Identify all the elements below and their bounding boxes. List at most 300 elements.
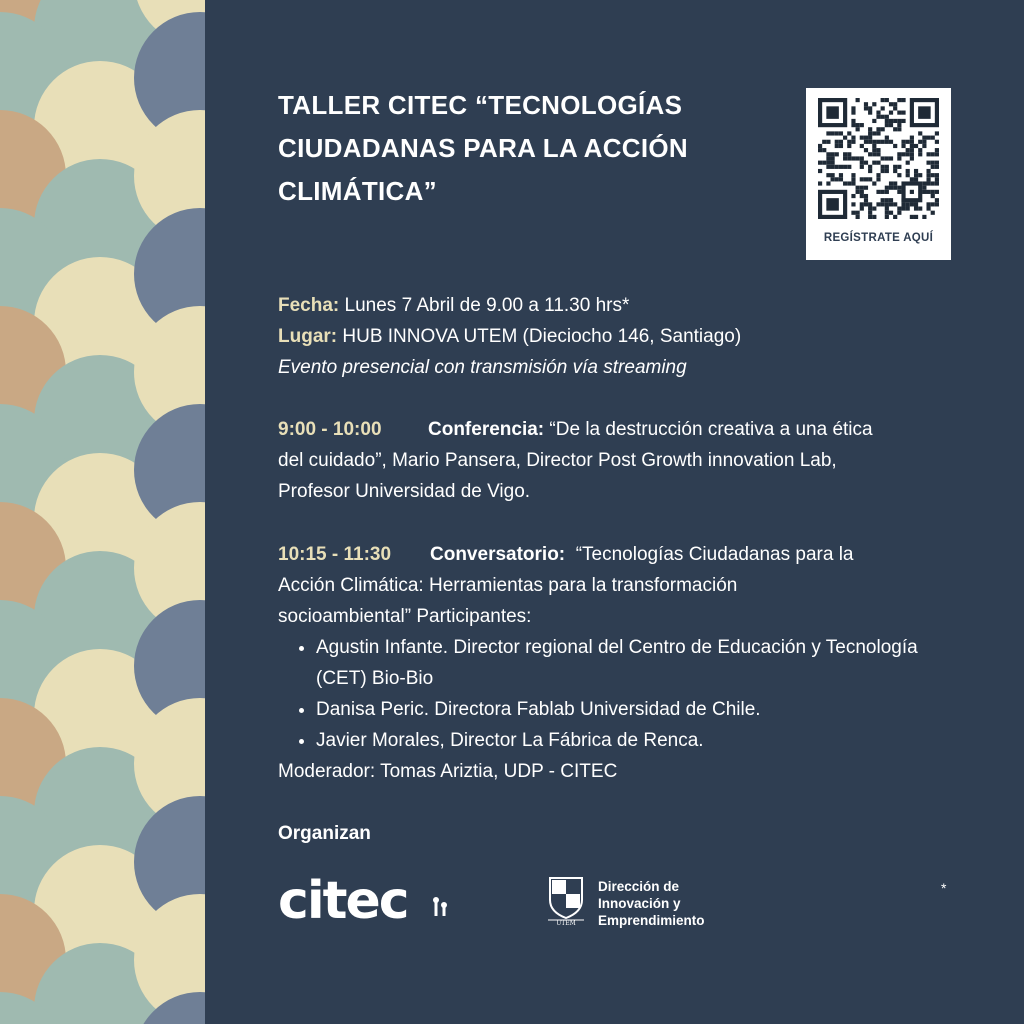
qr-module xyxy=(872,102,876,106)
qr-module xyxy=(926,169,930,173)
qr-module xyxy=(881,190,885,194)
qr-module xyxy=(835,140,839,144)
qr-module xyxy=(851,119,855,123)
qr-module xyxy=(893,165,897,169)
qr-module xyxy=(885,190,889,194)
qr-module xyxy=(881,198,885,202)
svg-text:UTEM: UTEM xyxy=(556,920,576,926)
qr-module xyxy=(889,181,893,185)
qr-module xyxy=(851,136,855,140)
qr-module xyxy=(881,115,885,119)
qr-module xyxy=(860,190,864,194)
qr-module xyxy=(885,98,889,102)
qr-module xyxy=(843,152,847,156)
qr-module xyxy=(831,156,835,160)
qr-module xyxy=(935,202,939,206)
qr-module xyxy=(935,173,939,177)
qr-module xyxy=(918,106,931,119)
qr-module xyxy=(906,202,910,206)
session-conversatorio xyxy=(278,539,958,787)
moderator: Moderador: Tomas Ariztia, UDP - CITEC xyxy=(278,761,618,782)
qr-module xyxy=(860,186,864,190)
qr-module xyxy=(881,156,885,160)
qr-module xyxy=(860,136,864,140)
qr-module xyxy=(860,206,864,210)
utem-line-2: Innovación y xyxy=(598,896,681,911)
qr-module xyxy=(872,206,876,210)
organizers-heading: Organizan xyxy=(278,823,371,844)
qr-module xyxy=(831,173,835,177)
qr-module xyxy=(885,186,889,190)
fecha-label: Fecha: xyxy=(278,295,340,316)
qr-module xyxy=(897,211,901,215)
qr-module xyxy=(860,177,864,181)
qr-module xyxy=(876,148,880,152)
qr-module xyxy=(885,169,889,173)
qr-module xyxy=(889,140,893,144)
qr-module xyxy=(843,156,847,160)
qr-module xyxy=(914,202,918,206)
qr-module xyxy=(918,173,922,177)
qr-module xyxy=(910,144,914,148)
session2-text1: “Tecnologías Ciudadanas para la xyxy=(565,544,854,565)
qr-module xyxy=(931,194,935,198)
qr-module xyxy=(868,111,872,115)
qr-module xyxy=(826,198,839,211)
qr-module xyxy=(872,140,876,144)
qr-module xyxy=(826,131,830,135)
qr-module xyxy=(889,202,893,206)
qr-module xyxy=(856,156,860,160)
qr-module xyxy=(868,206,872,210)
qr-module xyxy=(864,136,868,140)
qr-module xyxy=(864,102,868,106)
qr-module xyxy=(910,177,914,181)
qr-module xyxy=(856,211,860,215)
qr-module xyxy=(935,190,939,194)
qr-module xyxy=(851,173,855,177)
qr-module xyxy=(851,211,855,215)
qr-module xyxy=(864,106,868,110)
qr-module xyxy=(926,177,930,181)
qr-module xyxy=(826,156,830,160)
qr-module xyxy=(826,161,830,165)
qr-module xyxy=(889,111,893,115)
qr-module xyxy=(897,156,901,160)
qr-module xyxy=(897,111,901,115)
qr-label: REGÍSTRATE AQUÍ xyxy=(823,232,934,244)
qr-module xyxy=(831,131,835,135)
session2-line3: socioambiental” Participantes: xyxy=(278,606,532,627)
qr-module xyxy=(910,190,914,194)
qr-module xyxy=(818,161,822,165)
qr-module xyxy=(831,152,835,156)
qr-module xyxy=(910,136,914,140)
session1-line1 xyxy=(278,414,958,445)
qr-module xyxy=(897,152,901,156)
qr-module xyxy=(901,111,905,115)
qr-module xyxy=(935,177,939,181)
title-line-1: TALLER CITEC “TECNOLOGÍAS xyxy=(278,90,683,120)
qr-module xyxy=(897,165,901,169)
event-title xyxy=(278,84,778,213)
qr-module xyxy=(906,173,910,177)
qr-module xyxy=(826,152,830,156)
qr-module xyxy=(876,190,880,194)
qr-module xyxy=(931,165,935,169)
qr-module xyxy=(931,152,935,156)
qr-module xyxy=(876,161,880,165)
citec-logo xyxy=(278,872,463,935)
qr-module xyxy=(872,161,876,165)
qr-module xyxy=(826,181,830,185)
qr-module xyxy=(910,202,914,206)
qr-module xyxy=(864,198,868,202)
qr-module xyxy=(831,165,835,169)
qr-module xyxy=(864,177,868,181)
qr-module xyxy=(922,186,926,190)
fecha-value: Lunes 7 Abril de 9.00 a 11.30 hrs* xyxy=(339,295,630,316)
qr-module xyxy=(835,152,839,156)
qr-module xyxy=(901,202,905,206)
qr-module xyxy=(881,165,885,169)
qr-module xyxy=(918,206,922,210)
qr-module xyxy=(851,194,855,198)
qr-module xyxy=(826,106,839,119)
qr-module xyxy=(856,190,860,194)
qr-module xyxy=(818,169,822,173)
qr-module xyxy=(893,202,897,206)
qr-module xyxy=(851,106,855,110)
qr-module xyxy=(893,127,897,131)
qr-module xyxy=(901,98,905,102)
qr-module xyxy=(935,165,939,169)
qr-module xyxy=(885,198,889,202)
qr-module xyxy=(910,156,914,160)
qr-module xyxy=(847,140,851,144)
session1-time: 9:00 - 10:00 xyxy=(278,419,382,440)
qr-module xyxy=(922,190,926,194)
qr-module xyxy=(935,148,939,152)
qr-module xyxy=(918,131,922,135)
qr-module xyxy=(851,140,855,144)
qr-module xyxy=(897,123,901,127)
utem-line-1: Dirección de xyxy=(598,879,680,894)
qr-module xyxy=(876,111,880,115)
qr-module xyxy=(897,186,901,190)
qr-module xyxy=(918,152,922,156)
qr-module xyxy=(897,98,901,102)
qr-module xyxy=(897,173,901,177)
qr-module xyxy=(885,140,889,144)
session2-time: 10:15 - 11:30 xyxy=(278,544,392,565)
qr-module xyxy=(889,156,893,160)
qr-module xyxy=(906,140,910,144)
qr-module xyxy=(922,181,926,185)
qr-module xyxy=(831,161,835,165)
qr-module xyxy=(851,181,855,185)
qr-module xyxy=(843,165,847,169)
qr-module xyxy=(889,186,893,190)
qr-module xyxy=(868,202,872,206)
qr-module xyxy=(868,177,872,181)
qr-module xyxy=(860,144,864,148)
qr-module xyxy=(931,211,935,215)
qr-module xyxy=(885,115,889,119)
qr-module xyxy=(918,140,922,144)
qr-module xyxy=(847,131,851,135)
qr-module xyxy=(926,190,930,194)
qr-module xyxy=(881,127,885,131)
session-conference xyxy=(278,414,958,507)
session1-line2: del cuidado”, Mario Pansera, Director Post Growth innovation Lab, xyxy=(278,450,837,471)
lugar-row xyxy=(278,321,978,352)
qr-module xyxy=(839,177,843,181)
qr-module xyxy=(860,165,864,169)
qr-module xyxy=(818,181,822,185)
qr-module xyxy=(926,136,930,140)
qr-module xyxy=(910,215,914,219)
qr-module xyxy=(868,131,872,135)
qr-module xyxy=(851,177,855,181)
qr-module xyxy=(901,206,905,210)
qr-module xyxy=(935,152,939,156)
qr-module xyxy=(818,148,822,152)
qr-module xyxy=(835,144,839,148)
qr-module xyxy=(868,136,872,140)
qr-module xyxy=(851,111,855,115)
qr-module xyxy=(860,156,864,160)
qr-module xyxy=(872,131,876,135)
event-details xyxy=(278,290,978,383)
qr-module xyxy=(893,169,897,173)
qr-code-icon xyxy=(818,98,939,219)
qr-module xyxy=(860,161,864,165)
session1-text1: “De la destrucción creativa a una ética xyxy=(544,419,873,440)
qr-module xyxy=(876,173,880,177)
qr-module xyxy=(885,123,889,127)
session1-type: Conferencia: xyxy=(428,419,545,440)
qr-module xyxy=(935,181,939,185)
qr-module xyxy=(922,215,926,219)
qr-module xyxy=(914,173,918,177)
qr-module xyxy=(843,181,847,185)
qr-module xyxy=(889,119,893,123)
qr-module xyxy=(860,202,864,206)
qr-module xyxy=(847,144,851,148)
qr-module xyxy=(931,173,935,177)
qr-module xyxy=(843,136,847,140)
qr-module xyxy=(847,165,851,169)
qr-module xyxy=(901,119,905,123)
qr-module xyxy=(926,173,930,177)
qr-module xyxy=(872,119,876,123)
qr-module xyxy=(931,181,935,185)
qr-module xyxy=(868,106,872,110)
qr-module xyxy=(826,173,830,177)
lugar-value: HUB INNOVA UTEM (Dieciocho 146, Santiago) xyxy=(337,326,742,347)
qr-module xyxy=(931,161,935,165)
qr-module xyxy=(897,119,901,123)
qr-module xyxy=(935,140,939,144)
qr-module xyxy=(851,202,855,206)
qr-module xyxy=(926,206,930,210)
qr-module xyxy=(889,102,893,106)
qr-module xyxy=(926,202,930,206)
streaming-note: Evento presencial con transmisión vía streaming xyxy=(278,357,687,378)
qr-module xyxy=(872,148,876,152)
qr-module xyxy=(885,206,889,210)
qr-module xyxy=(885,215,889,219)
qr-module xyxy=(868,211,872,215)
qr-module xyxy=(906,152,910,156)
qr-module xyxy=(872,144,876,148)
fecha-row xyxy=(278,290,978,321)
qr-module xyxy=(847,156,851,160)
qr-module xyxy=(893,106,897,110)
qr-module xyxy=(910,140,914,144)
title-line-2: CIUDADANAS PARA LA ACCIÓN xyxy=(278,133,689,163)
qr-module xyxy=(897,206,901,210)
qr-module xyxy=(893,102,897,106)
qr-module xyxy=(822,161,826,165)
qr-module xyxy=(860,194,864,198)
registration-qr-code[interactable] xyxy=(806,88,951,260)
qr-module xyxy=(881,169,885,173)
qr-module xyxy=(901,144,905,148)
qr-module xyxy=(822,148,826,152)
qr-module xyxy=(860,123,864,127)
qr-module xyxy=(885,211,889,215)
qr-module xyxy=(876,127,880,131)
qr-module xyxy=(901,140,905,144)
qr-module xyxy=(876,202,880,206)
qr-module xyxy=(906,148,910,152)
qr-module xyxy=(839,140,843,144)
qr-module xyxy=(918,148,922,152)
qr-module xyxy=(847,181,851,185)
qr-module xyxy=(839,144,843,148)
flyer-content xyxy=(278,0,978,1024)
qr-module xyxy=(926,161,930,165)
qr-module xyxy=(893,186,897,190)
qr-module xyxy=(897,127,901,131)
qr-module xyxy=(864,186,868,190)
qr-module xyxy=(822,140,826,144)
qr-module xyxy=(826,140,830,144)
qr-module xyxy=(876,115,880,119)
qr-module xyxy=(881,106,885,110)
qr-module xyxy=(914,177,918,181)
svg-text:citec: citec xyxy=(278,872,408,930)
qr-module xyxy=(868,215,872,219)
session1-line3: Profesor Universidad de Vigo. xyxy=(278,481,531,502)
qr-module xyxy=(876,140,880,144)
session2-line2: Acción Climática: Herramientas para la transformación xyxy=(278,575,738,596)
qr-module xyxy=(868,152,872,156)
qr-module xyxy=(889,198,893,202)
qr-module xyxy=(868,127,872,131)
qr-module xyxy=(851,156,855,160)
footnote-asterisk: * xyxy=(941,880,947,896)
qr-module xyxy=(885,119,889,123)
qr-module xyxy=(914,169,918,173)
qr-module xyxy=(893,181,897,185)
qr-module xyxy=(856,127,860,131)
qr-module xyxy=(926,152,930,156)
qr-module xyxy=(931,136,935,140)
qr-module xyxy=(922,144,926,148)
qr-module xyxy=(864,140,868,144)
qr-module xyxy=(906,161,910,165)
qr-module xyxy=(926,181,930,185)
qr-module xyxy=(856,215,860,219)
qr-module xyxy=(881,140,885,144)
qr-module xyxy=(856,123,860,127)
qr-module xyxy=(914,206,918,210)
qr-module xyxy=(864,148,868,152)
qr-module xyxy=(889,123,893,127)
qr-module xyxy=(935,131,939,135)
qr-module xyxy=(881,98,885,102)
qr-module xyxy=(922,140,926,144)
qr-module xyxy=(864,161,868,165)
qr-module xyxy=(872,215,876,219)
qr-module xyxy=(893,119,897,123)
qr-module xyxy=(885,156,889,160)
qr-module xyxy=(856,98,860,102)
qr-module xyxy=(835,165,839,169)
participant-item: • Danisa Peric. Directora Fablab Universidad de Chile. xyxy=(316,694,958,725)
qr-module xyxy=(818,144,822,148)
qr-module xyxy=(897,190,901,194)
qr-module xyxy=(893,215,897,219)
qr-module xyxy=(889,211,893,215)
qr-module xyxy=(868,169,872,173)
qr-module xyxy=(914,144,918,148)
qr-module xyxy=(826,165,830,169)
qr-module xyxy=(868,165,872,169)
qr-module xyxy=(872,181,876,185)
qr-module xyxy=(906,206,910,210)
qr-module xyxy=(885,136,889,140)
qr-module xyxy=(910,152,914,156)
title-line-3: CLIMÁTICA” xyxy=(278,176,437,206)
qr-module xyxy=(935,198,939,202)
qr-module xyxy=(831,177,835,181)
session2-line1 xyxy=(278,539,958,570)
qr-module xyxy=(922,136,926,140)
qr-module xyxy=(931,202,935,206)
utem-shield-logo xyxy=(546,876,586,931)
qr-module xyxy=(914,215,918,219)
qr-module xyxy=(851,123,855,127)
qr-module xyxy=(864,194,868,198)
qr-module xyxy=(839,165,843,169)
utem-line-3: Emprendimiento xyxy=(598,913,705,928)
session2-type: Conversatorio: xyxy=(430,544,566,565)
qr-module xyxy=(876,152,880,156)
participant-item: • Javier Morales, Director La Fábrica de Renca. xyxy=(316,725,958,756)
qr-module xyxy=(906,169,910,173)
qr-module xyxy=(835,177,839,181)
qr-module xyxy=(868,140,872,144)
qr-module xyxy=(847,152,851,156)
qr-module xyxy=(876,177,880,181)
qr-module xyxy=(885,165,889,169)
participant-item: • Agustin Infante. Director regional del Centro de Educación y Tecnología (CET) Bio-Bio xyxy=(316,632,926,694)
qr-module xyxy=(839,131,843,135)
